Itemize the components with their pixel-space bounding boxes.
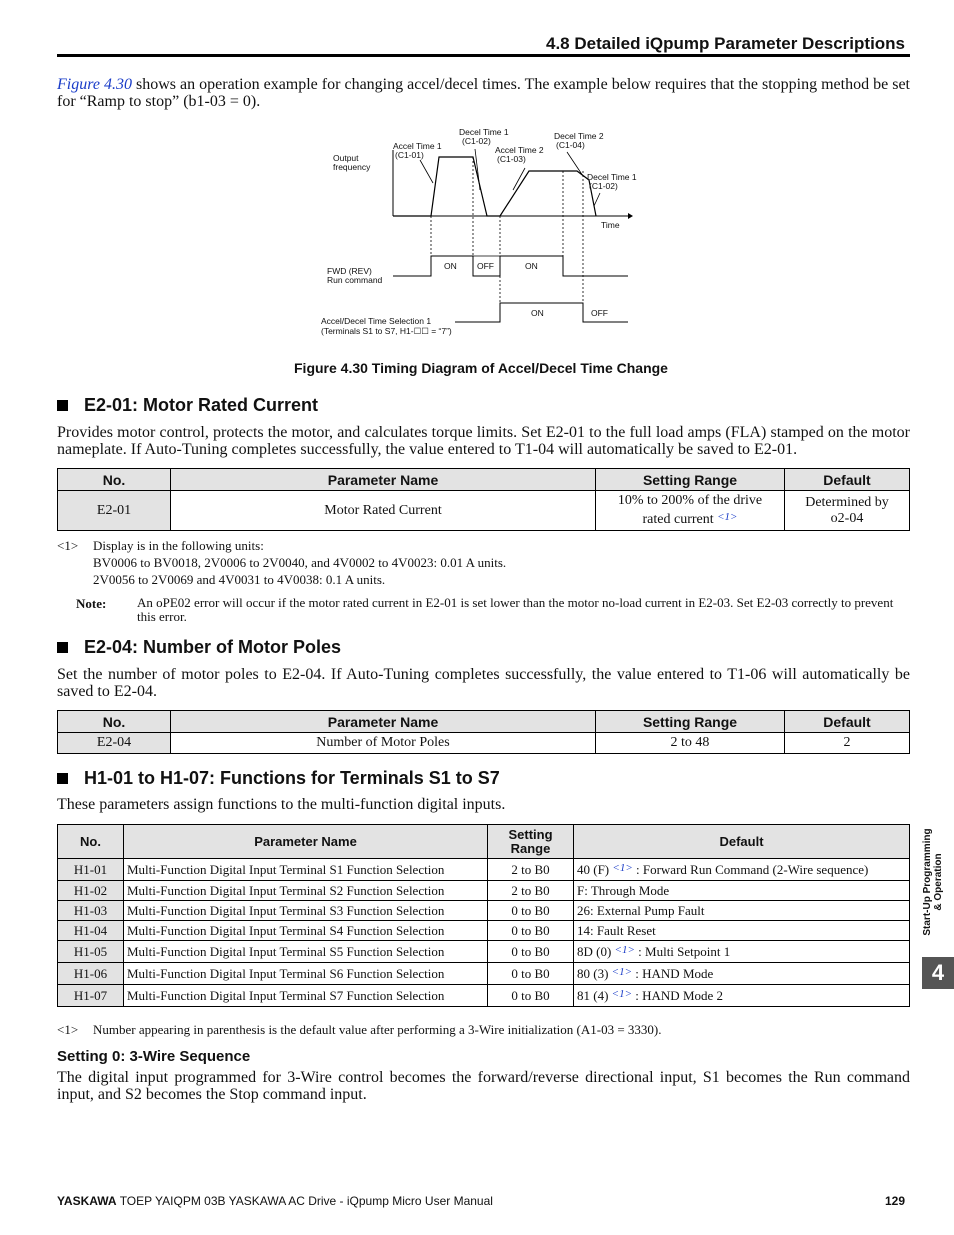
note-text: An oPE02 error will occur if the motor rated current in E2-01 is set lower than the motor no-load current in E2-03. Set E2-03 correctly to prevent this error. xyxy=(137,595,894,624)
table-row xyxy=(58,941,910,963)
label-accel-sel-1: Accel/Decel Time Selection 1 xyxy=(321,316,432,326)
e201-footnote-line-1: Display is in the following units: xyxy=(93,538,264,553)
chapter-tab[interactable]: 4 xyxy=(922,957,954,989)
col-header-name: Parameter Name xyxy=(171,711,596,733)
section-bullet-icon xyxy=(57,773,68,784)
footnote-ref-link[interactable]: <1> xyxy=(614,943,635,956)
label-run-on-1: ON xyxy=(444,261,457,271)
table-cell-no: H1-03 xyxy=(58,901,124,921)
table-row xyxy=(58,859,910,881)
footer-brand: YASKAWA xyxy=(57,1194,117,1208)
note-label: Note: xyxy=(76,596,107,611)
setting0-heading: Setting 0: 3-Wire Sequence xyxy=(57,1048,251,1065)
table-cell-range: 0 to B0 xyxy=(488,941,574,963)
h1-footnote-text: Number appearing in parenthesis is the default value after performing a 3-Wire initialization (A1-03 = 3330). xyxy=(93,1022,662,1037)
col-header-default: Default xyxy=(574,825,910,859)
e201-footnote-line-3: 2V0056 to 2V0069 and 4V0031 to 4V0038: 0.1 A units. xyxy=(93,572,386,587)
label-accel2-2: (C1-03) xyxy=(497,154,526,164)
label-fwd-run-1: FWD (REV) xyxy=(327,266,372,276)
e201-body: Provides motor control, protects the motor, and calculates torque limits. Set E2-01 to the full load amps (FLA) stamped on the motor nameplate. If Auto-Tuning completes successfully, the value entered to T1-04 will automatically be saved to E2-01. xyxy=(57,424,910,458)
table-cell-default: 40 (F) $^{<1>}$ : Forward Run Command (2-Wire sequence) xyxy=(574,859,910,881)
section-heading-e204: E2-04: Number of Motor Poles xyxy=(57,637,341,658)
table-cell-name: Multi-Function Digital Input Terminal S2 Function Selection xyxy=(124,881,488,901)
footnote-ref-link[interactable]: <1> xyxy=(611,987,633,1000)
table-row xyxy=(58,881,910,901)
header-rule xyxy=(57,54,910,57)
section-bullet-icon xyxy=(57,642,68,653)
table-cell-default: 80 (3) $^{<1>}$ : HAND Mode xyxy=(574,963,910,985)
table-cell-name: Multi-Function Digital Input Terminal S3 Function Selection xyxy=(124,901,488,921)
table-cell-name: Multi-Function Digital Input Terminal S4 Function Selection xyxy=(124,921,488,941)
col-header-name: Parameter Name xyxy=(171,469,596,491)
table-cell-range: 2 to B0 xyxy=(488,881,574,901)
table-row xyxy=(58,985,910,1007)
label-accel-sel-2: (Terminals S1 to S7, H1-☐☐ = “7”) xyxy=(321,326,452,336)
figure-caption: Figure 4.30 Timing Diagram of Accel/Decel Time Change xyxy=(294,360,668,376)
page-number: 129 xyxy=(885,1194,906,1208)
label-decel1-top-2: (C1-02) xyxy=(462,136,491,146)
footnote-ref-link[interactable]: <1> xyxy=(612,861,633,874)
table-cell-default: F: Through Mode xyxy=(574,881,910,901)
label-decel2-2: (C1-04) xyxy=(556,140,585,150)
label-decel2-1: Decel Time 2 xyxy=(554,131,604,141)
figure-link[interactable]: Figure 4.30 xyxy=(57,76,132,93)
e201-footnote-marker: <1> xyxy=(57,538,79,553)
label-sel-off: OFF xyxy=(591,308,608,318)
table-cell-default: 8D (0) $^{<1>}$ : Multi Setpoint 1 xyxy=(574,941,910,963)
table-cell-range: 2 to B0 xyxy=(488,859,574,881)
table-row xyxy=(58,963,910,985)
label-decel1-right-1: Decel Time 1 xyxy=(587,172,637,182)
h1-table xyxy=(57,824,910,1007)
table-cell-no: H1-04 xyxy=(58,921,124,941)
run-command-signal xyxy=(393,256,628,276)
table-cell-name: Multi-Function Digital Input Terminal S7 Function Selection xyxy=(124,985,488,1007)
footer-text: YASKAWA TOEP YAIQPM 03B YASKAWA AC Drive - iQpump Micro User Manual xyxy=(57,1194,493,1208)
table-cell-default: Determined by o2-04 xyxy=(785,491,910,531)
intro-paragraph xyxy=(57,76,910,110)
col-header-name: Parameter Name xyxy=(124,825,488,859)
label-output-frequency-1: Output xyxy=(333,153,359,163)
table-cell-default: 26: External Pump Fault xyxy=(574,901,910,921)
label-accel1-1: Accel Time 1 xyxy=(393,141,442,151)
time-axis-arrow xyxy=(628,213,633,219)
table-cell-name: Number of Motor Poles xyxy=(171,733,596,754)
table-cell-no: H1-01 xyxy=(58,859,124,881)
h1-footnote-marker: <1> xyxy=(57,1022,79,1037)
e204-table xyxy=(57,710,910,754)
footnote-ref-link[interactable]: <1> xyxy=(717,511,738,523)
label-decel1-right-2: (C1-02) xyxy=(589,181,618,191)
e201-footnote-line-2: BV0006 to BV0018, 2V0006 to 2V0040, and 4V0002 to 4V0023: 0.01 A units. xyxy=(93,555,507,570)
h1-body: These parameters assign functions to the multi-function digital inputs. xyxy=(57,796,506,813)
table-cell-no: H1-06 xyxy=(58,963,124,985)
table-row xyxy=(58,921,910,941)
table-cell-no: H1-05 xyxy=(58,941,124,963)
col-header-range: Setting Range xyxy=(488,825,574,859)
label-accel1-2: (C1-01) xyxy=(395,150,424,160)
table-cell-range: 2 to 48 xyxy=(596,733,785,754)
table-row xyxy=(58,901,910,921)
footnote-ref-link[interactable]: <1> xyxy=(611,965,633,978)
section-bullet-icon xyxy=(57,400,68,411)
table-cell-no: H1-07 xyxy=(58,985,124,1007)
col-header-no: No. xyxy=(58,469,171,491)
setting0-body: The digital input programmed for 3-Wire control becomes the forward/reverse directional input, S1 becomes the Run command input, and S2 becomes the Stop command input. xyxy=(57,1069,910,1103)
table-cell-range: 0 to B0 xyxy=(488,901,574,921)
table-cell-no: E2-04 xyxy=(58,733,171,754)
label-decel1-top-1: Decel Time 1 xyxy=(459,127,509,137)
label-sel-on: ON xyxy=(531,308,544,318)
label-fwd-run-2: Run command xyxy=(327,275,383,285)
table-cell-default: 81 (4) $^{<1>}$ : HAND Mode 2 xyxy=(574,985,910,1007)
col-header-range: Setting Range xyxy=(596,711,785,733)
label-run-on-2: ON xyxy=(525,261,538,271)
table-cell-range: 0 to B0 xyxy=(488,985,574,1007)
table-cell-name: Multi-Function Digital Input Terminal S5 Function Selection xyxy=(124,941,488,963)
timing-guides xyxy=(431,157,583,303)
intro-text: shows an operation example for changing accel/decel times. The example below requires that the stopping method be set for “Ramp to stop” (b1-03 = 0). xyxy=(57,76,911,110)
table-cell-default: 14: Fault Reset xyxy=(574,921,910,941)
col-header-range: Setting Range xyxy=(596,469,785,491)
section-heading-h1: H1-01 to H1-07: Functions for Terminals S1 to S7 xyxy=(57,768,500,789)
col-header-no: No. xyxy=(58,711,171,733)
table-cell-name: Multi-Function Digital Input Terminal S6 Function Selection xyxy=(124,963,488,985)
table-cell-no: E2-01 xyxy=(58,491,171,531)
table-cell-range: 0 to B0 xyxy=(488,921,574,941)
label-time: Time xyxy=(601,220,620,230)
label-output-frequency-2: frequency xyxy=(333,162,371,172)
e201-table xyxy=(57,468,910,531)
table-cell-range: 10% to 200% of the drive rated current $^{<1>}$ xyxy=(596,491,785,531)
e204-body: Set the number of motor poles to E2-04. If Auto-Tuning completes successfully, the value entered to T1-06 will automatically be saved to E2-04. xyxy=(57,666,910,700)
col-header-no: No. xyxy=(58,825,124,859)
table-cell-no: H1-02 xyxy=(58,881,124,901)
table-cell-default: 2 xyxy=(785,733,910,754)
section-heading-e201: E2-01: Motor Rated Current xyxy=(57,395,318,416)
timing-diagram xyxy=(318,126,648,340)
label-run-off: OFF xyxy=(477,261,494,271)
col-header-default: Default xyxy=(785,711,910,733)
table-cell-name: Multi-Function Digital Input Terminal S1 Function Selection xyxy=(124,859,488,881)
side-tab-label: Start-Up Programming & Operation xyxy=(922,828,944,936)
col-header-default: Default xyxy=(785,469,910,491)
label-accel2-1: Accel Time 2 xyxy=(495,145,544,155)
page-header-title: 4.8 Detailed iQpump Parameter Descriptions xyxy=(546,34,906,53)
table-cell-name: Motor Rated Current xyxy=(171,491,596,531)
table-cell-range: 0 to B0 xyxy=(488,963,574,985)
